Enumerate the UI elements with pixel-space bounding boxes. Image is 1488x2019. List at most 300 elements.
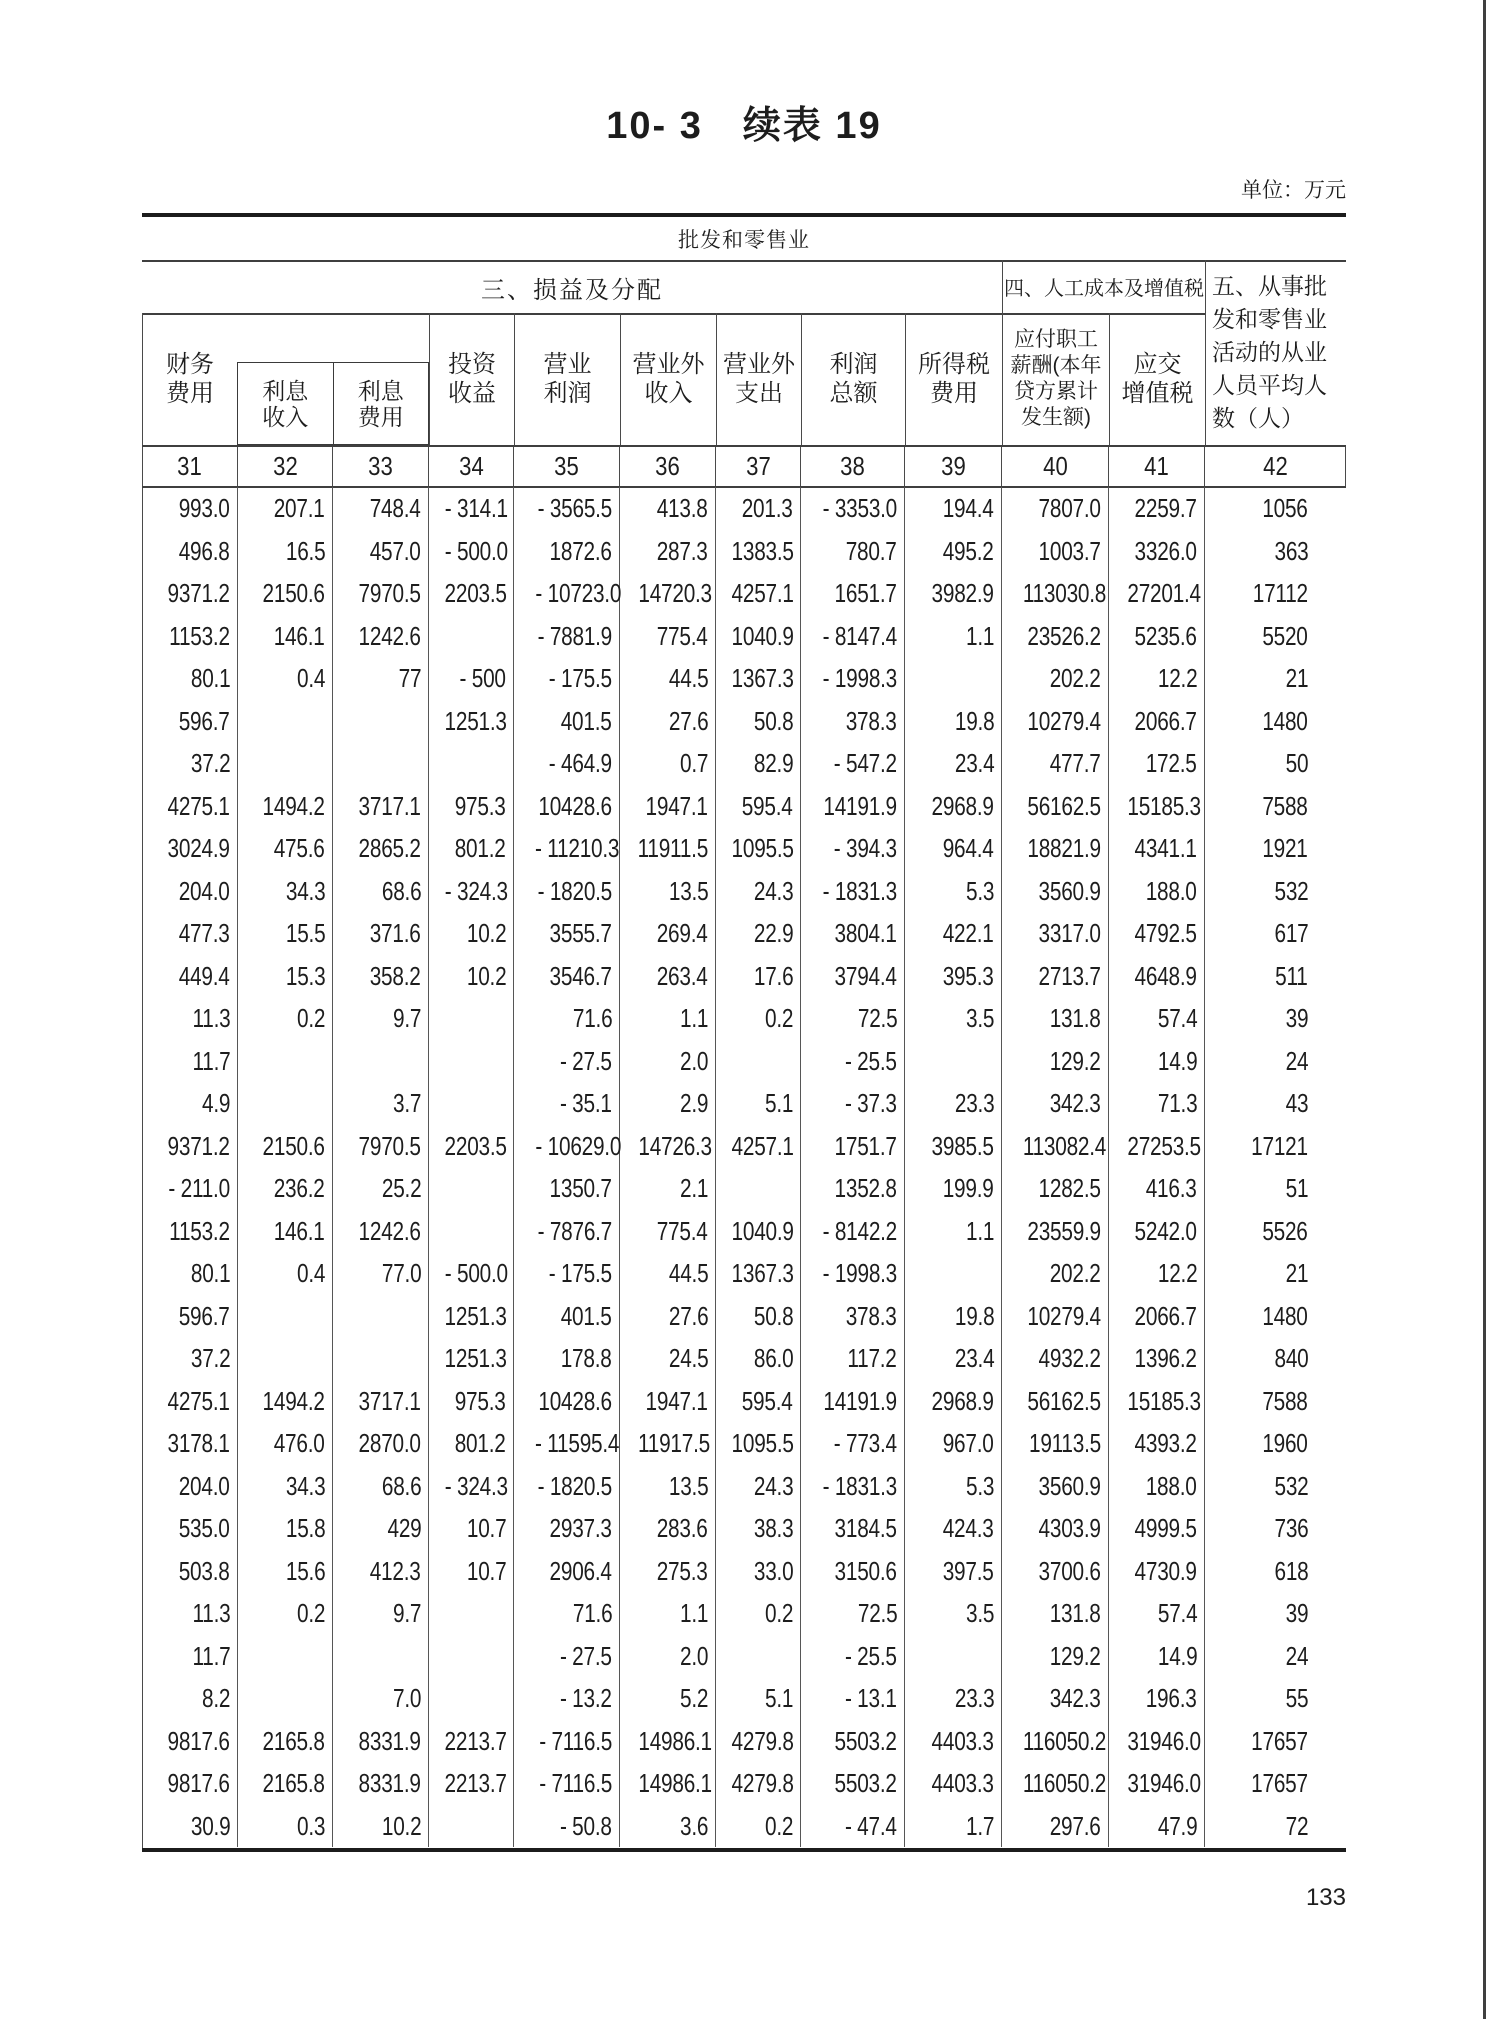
data-cell: 1947.1: [620, 1380, 716, 1423]
data-cell: 24.3: [716, 1465, 801, 1508]
column-header: [1109, 313, 1205, 445]
data-cell: 71.3: [1109, 1082, 1205, 1125]
data-cell: 116050.2: [1002, 1720, 1109, 1763]
data-cell: [905, 1252, 1002, 1295]
column-number: 36: [620, 447, 716, 487]
data-cell: 0.2: [716, 1805, 801, 1848]
data-cell: - 13.1: [801, 1677, 905, 1720]
data-cell: 378.3: [801, 700, 905, 743]
data-cell: 595.4: [716, 785, 801, 828]
data-cell: - 547.2: [801, 742, 905, 785]
data-cell: 15.3: [238, 955, 333, 998]
data-cell: 1921: [1262, 833, 1308, 863]
table-row: [142, 530, 1346, 573]
header-line: 营业: [543, 351, 592, 378]
data-cell: [429, 1210, 514, 1253]
table-row: [142, 572, 1346, 615]
data-cell: 34.3: [238, 1465, 333, 1508]
header-line: 应付职工: [1014, 328, 1098, 351]
data-cell: 1947.1: [620, 785, 716, 828]
data-cell: 10.2: [429, 912, 514, 955]
data-cell: 23.3: [905, 1677, 1002, 1720]
data-cell: 24.3: [716, 870, 801, 913]
data-cell: [333, 700, 429, 743]
data-cell: - 25.5: [801, 1635, 905, 1678]
table-row: [142, 785, 1346, 828]
data-cell: 287.3: [620, 530, 716, 573]
header-line: 利息: [357, 377, 404, 404]
data-cell: 401.5: [514, 1295, 620, 1338]
data-cell: 3184.5: [801, 1507, 905, 1550]
data-cell: 10428.6: [514, 785, 620, 828]
data-cell: 416.3: [1109, 1167, 1205, 1210]
header-line: 营业外: [632, 351, 705, 378]
data-cell: - 7116.5: [514, 1762, 620, 1805]
data-cell: 33.0: [716, 1550, 801, 1593]
header-line: 贷方累计: [1014, 380, 1098, 403]
data-cell: 1494.2: [238, 785, 333, 828]
data-cell: 535.0: [142, 1507, 238, 1550]
table-row: [142, 1465, 1346, 1508]
data-cell: 72.5: [801, 1592, 905, 1635]
data-cell: 1352.8: [801, 1167, 905, 1210]
data-cell: 2865.2: [333, 827, 429, 870]
data-cell: 1.1: [905, 1210, 1002, 1253]
data-cell: 801.2: [429, 1422, 514, 1465]
page-number: 133: [1305, 1884, 1346, 1911]
data-cell: 1095.5: [716, 827, 801, 870]
data-cell: 1242.6: [333, 1210, 429, 1253]
data-cell: 202.2: [1002, 1252, 1109, 1295]
data-cell: [333, 1295, 429, 1338]
table-row: [142, 1762, 1346, 1805]
data-cell: 3560.9: [1002, 870, 1109, 913]
data-cell: 4303.9: [1002, 1507, 1109, 1550]
data-cell: 2203.5: [429, 572, 514, 615]
data-cell: 19.8: [905, 1295, 1002, 1338]
table-row: [142, 1082, 1346, 1125]
table-row: [142, 1507, 1346, 1550]
data-cell: 596.7: [142, 1295, 238, 1338]
column-number: 41: [1109, 447, 1205, 487]
data-cell: - 394.3: [801, 827, 905, 870]
data-cell: - 500.0: [429, 1252, 514, 1295]
header-line: 发生额): [1021, 406, 1091, 429]
data-cell: 0.7: [620, 742, 716, 785]
data-cell: 967.0: [905, 1422, 1002, 1465]
data-cell: 3985.5: [905, 1125, 1002, 1168]
table-row: [142, 1167, 1346, 1210]
data-cell: 113082.4: [1002, 1125, 1109, 1168]
data-cell: [429, 1677, 514, 1720]
data-cell: 17657: [1251, 1725, 1308, 1756]
header-line: 营业外: [723, 351, 795, 378]
data-cell: 975.3: [429, 785, 514, 828]
data-cell: [333, 742, 429, 785]
data-cell: - 500.0: [429, 530, 514, 573]
data-cell: 1040.9: [716, 1210, 801, 1253]
data-cell: 1494.2: [238, 1380, 333, 1423]
data-cell: - 50.8: [514, 1805, 620, 1848]
data-cell: 5.3: [905, 870, 1002, 913]
data-cell: 2203.5: [429, 1125, 514, 1168]
data-cell: 11.3: [142, 1592, 238, 1635]
data-cell: 194.4: [905, 487, 1002, 530]
header-line: 费用: [357, 403, 404, 430]
data-cell: [716, 1635, 801, 1678]
data-cell: [238, 1295, 333, 1338]
column-number: 31: [142, 447, 238, 487]
data-cell: 39: [1285, 1598, 1308, 1628]
data-cell: - 35.1: [514, 1082, 620, 1125]
data-cell: 236.2: [238, 1167, 333, 1210]
data-cell: 840: [1274, 1343, 1308, 1373]
data-cell: - 27.5: [514, 1040, 620, 1083]
header-line: 薪酬(本年: [1010, 354, 1102, 377]
data-cell: 371.6: [333, 912, 429, 955]
data-cell: 7588: [1262, 790, 1308, 821]
column-number: 40: [1002, 447, 1109, 487]
data-cell: 775.4: [620, 1210, 716, 1253]
data-cell: - 7876.7: [514, 1210, 620, 1253]
data-cell: - 10723.0: [514, 572, 620, 615]
header-line: 所得税: [918, 351, 990, 378]
header-line: 增值税: [1121, 380, 1194, 407]
column-header-cells: [429, 313, 1205, 445]
data-cell: 13.5: [620, 870, 716, 913]
data-cell: 263.4: [620, 955, 716, 998]
data-cell: 748.4: [333, 487, 429, 530]
data-cell: 2.1: [620, 1167, 716, 1210]
data-cell: 57.4: [1109, 1592, 1205, 1635]
header-line: 应交: [1133, 351, 1182, 378]
data-cell: 5503.2: [801, 1720, 905, 1763]
data-cell: 24: [1285, 1640, 1308, 1671]
column-header: [716, 313, 801, 445]
data-cell: [238, 1040, 333, 1083]
data-cell: 0.2: [716, 997, 801, 1040]
data-cell: - 464.9: [514, 742, 620, 785]
data-cell: 993.0: [142, 487, 238, 530]
data-cell: 47.9: [1109, 1805, 1205, 1848]
data-cell: 1251.3: [429, 700, 514, 743]
data-cell: 3700.6: [1002, 1550, 1109, 1593]
data-cell: 71.6: [514, 997, 620, 1040]
data-cell: 23.3: [905, 1082, 1002, 1125]
data-cell: 172.5: [1109, 742, 1205, 785]
data-cell: - 314.1: [429, 487, 514, 530]
data-cell: 15.8: [238, 1507, 333, 1550]
section-employees-line: 数（人）: [1212, 405, 1304, 431]
data-cell: 10.7: [429, 1507, 514, 1550]
data-cell: 2.9: [620, 1082, 716, 1125]
data-cell: - 211.0: [142, 1167, 238, 1210]
column-number-row: [142, 445, 1346, 487]
data-cell: 201.3: [716, 487, 801, 530]
data-cell: 736: [1274, 1513, 1308, 1543]
data-cell: 0.2: [238, 1592, 333, 1635]
data-cell: 1040.9: [716, 615, 801, 658]
column-number: 42: [1205, 447, 1346, 487]
data-cell: 22.9: [716, 912, 801, 955]
table-row: [142, 1592, 1346, 1635]
data-cell: 23559.9: [1002, 1210, 1109, 1253]
header-line: 利润: [543, 380, 592, 407]
data-cell: 412.3: [333, 1550, 429, 1593]
data-cell: 10.2: [333, 1805, 429, 1848]
data-cell: 9817.6: [142, 1720, 238, 1763]
data-cell: 27.6: [620, 700, 716, 743]
data-cell: 38.3: [716, 1507, 801, 1550]
data-cell: 1350.7: [514, 1167, 620, 1210]
data-cell: 71.6: [514, 1592, 620, 1635]
data-cell: [429, 1592, 514, 1635]
data-cell: 14191.9: [801, 1380, 905, 1423]
table-row: [142, 1550, 1346, 1593]
data-cell: 3.6: [620, 1805, 716, 1848]
data-cell: - 3353.0: [801, 487, 905, 530]
data-cell: 424.3: [905, 1507, 1002, 1550]
data-cell: - 175.5: [514, 1252, 620, 1295]
data-cell: 14726.3: [620, 1125, 716, 1168]
data-cell: 495.2: [905, 530, 1002, 573]
data-cell: 269.4: [620, 912, 716, 955]
data-cell: 12.2: [1109, 657, 1205, 700]
section-profit-distribution: 三、损益及分配: [481, 277, 663, 304]
data-cell: 44.5: [620, 657, 716, 700]
data-cell: 1751.7: [801, 1125, 905, 1168]
data-cell: - 1831.3: [801, 1465, 905, 1508]
data-cell: 2213.7: [429, 1762, 514, 1805]
data-cell: 532: [1274, 875, 1308, 906]
data-cell: [716, 1040, 801, 1083]
statistics-table: [142, 213, 1346, 1854]
data-cell: 9371.2: [142, 1125, 238, 1168]
data-cell: - 47.4: [801, 1805, 905, 1848]
data-cell: 15185.3: [1109, 1380, 1205, 1423]
data-cell: 4279.8: [716, 1762, 801, 1805]
data-cell: [238, 1635, 333, 1678]
data-cell: 188.0: [1109, 870, 1205, 913]
data-cell: [238, 1082, 333, 1125]
data-cell: 56162.5: [1002, 1380, 1109, 1423]
data-cell: - 773.4: [801, 1422, 905, 1465]
data-cell: 1.1: [905, 615, 1002, 658]
data-cell: [333, 1040, 429, 1083]
scan-edge-line: [1483, 0, 1486, 2019]
data-cell: 116050.2: [1002, 1762, 1109, 1805]
data-cell: 1056: [1262, 493, 1308, 523]
data-cell: 146.1: [238, 615, 333, 658]
data-cell: 68.6: [333, 870, 429, 913]
data-cell: 39: [1285, 1003, 1308, 1033]
table-row: [142, 1380, 1346, 1423]
data-cell: 3794.4: [801, 955, 905, 998]
data-cell: 5.1: [716, 1082, 801, 1125]
data-cell: 275.3: [620, 1550, 716, 1593]
header-line: 总额: [829, 380, 878, 407]
table-row: [142, 997, 1346, 1040]
data-cell: - 8147.4: [801, 615, 905, 658]
data-cell: 3717.1: [333, 1380, 429, 1423]
data-cell: [429, 1082, 514, 1125]
data-cell: 2150.6: [238, 1125, 333, 1168]
data-cell: 1251.3: [429, 1295, 514, 1338]
data-cell: 15.5: [238, 912, 333, 955]
data-cell: - 1998.3: [801, 657, 905, 700]
data-cell: 1367.3: [716, 657, 801, 700]
table-row: [142, 1125, 1346, 1168]
data-cell: 178.8: [514, 1337, 620, 1380]
table-row: [142, 1720, 1346, 1763]
data-cell: 2968.9: [905, 1380, 1002, 1423]
header-line: 财务: [166, 351, 214, 378]
data-cell: 17112: [1252, 578, 1308, 608]
data-cell: - 324.3: [429, 1465, 514, 1508]
data-cell: 1153.2: [142, 1210, 238, 1253]
data-cell: 4730.9: [1109, 1550, 1205, 1593]
column-number: 33: [333, 447, 429, 487]
data-cell: 3317.0: [1002, 912, 1109, 955]
table-row: [142, 1337, 1346, 1380]
column-header: [514, 313, 620, 445]
data-cell: - 1998.3: [801, 1252, 905, 1295]
data-cell: 1095.5: [716, 1422, 801, 1465]
data-cell: 10428.6: [514, 1380, 620, 1423]
data-cell: 12.2: [1109, 1252, 1205, 1295]
data-cell: 129.2: [1002, 1635, 1109, 1678]
section-labor-cost-vat: [1002, 260, 1205, 313]
data-cell: 477.7: [1002, 742, 1109, 785]
data-cell: 397.5: [905, 1550, 1002, 1593]
column-header: [905, 313, 1002, 445]
data-cell: 449.4: [142, 955, 238, 998]
data-cell: 56162.5: [1002, 785, 1109, 828]
data-cell: 342.3: [1002, 1082, 1109, 1125]
data-cell: 1872.6: [514, 530, 620, 573]
data-cell: 196.3: [1109, 1677, 1205, 1720]
data-cell: 18821.9: [1002, 827, 1109, 870]
data-cell: 3804.1: [801, 912, 905, 955]
data-cell: 595.4: [716, 1380, 801, 1423]
data-cell: [238, 742, 333, 785]
data-cell: 4275.1: [142, 1380, 238, 1423]
table-body: [142, 487, 1346, 1847]
section-employees-line: 发和零售业: [1212, 306, 1327, 332]
data-cell: 4932.2: [1002, 1337, 1109, 1380]
table-row: [142, 870, 1346, 913]
column-number: 34: [429, 447, 514, 487]
data-cell: 9.7: [333, 997, 429, 1040]
data-cell: 7970.5: [333, 572, 429, 615]
header-line: 投资: [448, 351, 496, 378]
data-cell: 15185.3: [1109, 785, 1205, 828]
column-header-financial-expenses: [142, 313, 238, 445]
data-cell: [429, 1635, 514, 1678]
data-cell: 1383.5: [716, 530, 801, 573]
data-cell: 14191.9: [801, 785, 905, 828]
data-cell: 395.3: [905, 955, 1002, 998]
column-number: 39: [905, 447, 1002, 487]
table-row: [142, 487, 1346, 530]
data-cell: 77.0: [333, 1252, 429, 1295]
data-cell: 1480: [1262, 1300, 1308, 1331]
data-cell: 17657: [1251, 1768, 1308, 1798]
data-cell: 4792.5: [1109, 912, 1205, 955]
data-cell: 1960: [1262, 1428, 1308, 1458]
data-cell: 207.1: [238, 487, 333, 530]
data-cell: 7.0: [333, 1677, 429, 1720]
table-row: [142, 1252, 1346, 1295]
data-cell: 37.2: [142, 742, 238, 785]
data-cell: [333, 1337, 429, 1380]
data-cell: 3326.0: [1109, 530, 1205, 573]
data-cell: 188.0: [1109, 1465, 1205, 1508]
data-cell: 82.9: [716, 742, 801, 785]
data-cell: - 8142.2: [801, 1210, 905, 1253]
section-employees-line: 人员平均人: [1212, 372, 1327, 398]
data-cell: [238, 1677, 333, 1720]
data-cell: 30.9: [142, 1805, 238, 1848]
column-header-interest-expense: [333, 363, 429, 444]
data-cell: 14.9: [1109, 1635, 1205, 1678]
data-cell: 2.0: [620, 1040, 716, 1083]
data-cell: 2066.7: [1109, 700, 1205, 743]
data-cell: 477.3: [142, 912, 238, 955]
table-row: [142, 955, 1346, 998]
data-cell: 975.3: [429, 1380, 514, 1423]
header-line: 费用: [930, 380, 978, 407]
header-line: 费用: [166, 380, 214, 407]
data-cell: 413.8: [620, 487, 716, 530]
data-cell: 57.4: [1109, 997, 1205, 1040]
data-cell: [716, 1167, 801, 1210]
data-cell: 4999.5: [1109, 1507, 1205, 1550]
data-cell: 131.8: [1002, 997, 1109, 1040]
data-cell: 21: [1285, 1258, 1308, 1288]
table-row: [142, 1210, 1346, 1253]
data-cell: 1251.3: [429, 1337, 514, 1380]
data-cell: 1.1: [620, 1592, 716, 1635]
data-cell: 16.5: [238, 530, 333, 573]
data-cell: 34.3: [238, 870, 333, 913]
data-cell: [429, 1040, 514, 1083]
table-row: [142, 615, 1346, 658]
data-cell: 31946.0: [1109, 1720, 1205, 1763]
table-row: [142, 1677, 1346, 1720]
data-cell: - 1820.5: [514, 1465, 620, 1508]
data-cell: 131.8: [1002, 1592, 1109, 1635]
table-row: [142, 700, 1346, 743]
data-cell: 23.4: [905, 1337, 1002, 1380]
data-cell: 3178.1: [142, 1422, 238, 1465]
data-cell: 11917.5: [620, 1422, 716, 1465]
data-cell: [429, 1805, 514, 1848]
data-cell: 51: [1285, 1173, 1308, 1203]
data-cell: [905, 657, 1002, 700]
data-cell: 0.4: [238, 657, 333, 700]
data-cell: 617: [1274, 918, 1308, 948]
data-cell: 23526.2: [1002, 615, 1109, 658]
data-cell: - 1831.3: [801, 870, 905, 913]
data-cell: 297.6: [1002, 1805, 1109, 1848]
data-cell: 68.6: [333, 1465, 429, 1508]
header-line: 利润: [829, 351, 878, 378]
table-row: [142, 1040, 1346, 1083]
data-cell: 3546.7: [514, 955, 620, 998]
data-cell: 4393.2: [1109, 1422, 1205, 1465]
data-cell: 3717.1: [333, 785, 429, 828]
